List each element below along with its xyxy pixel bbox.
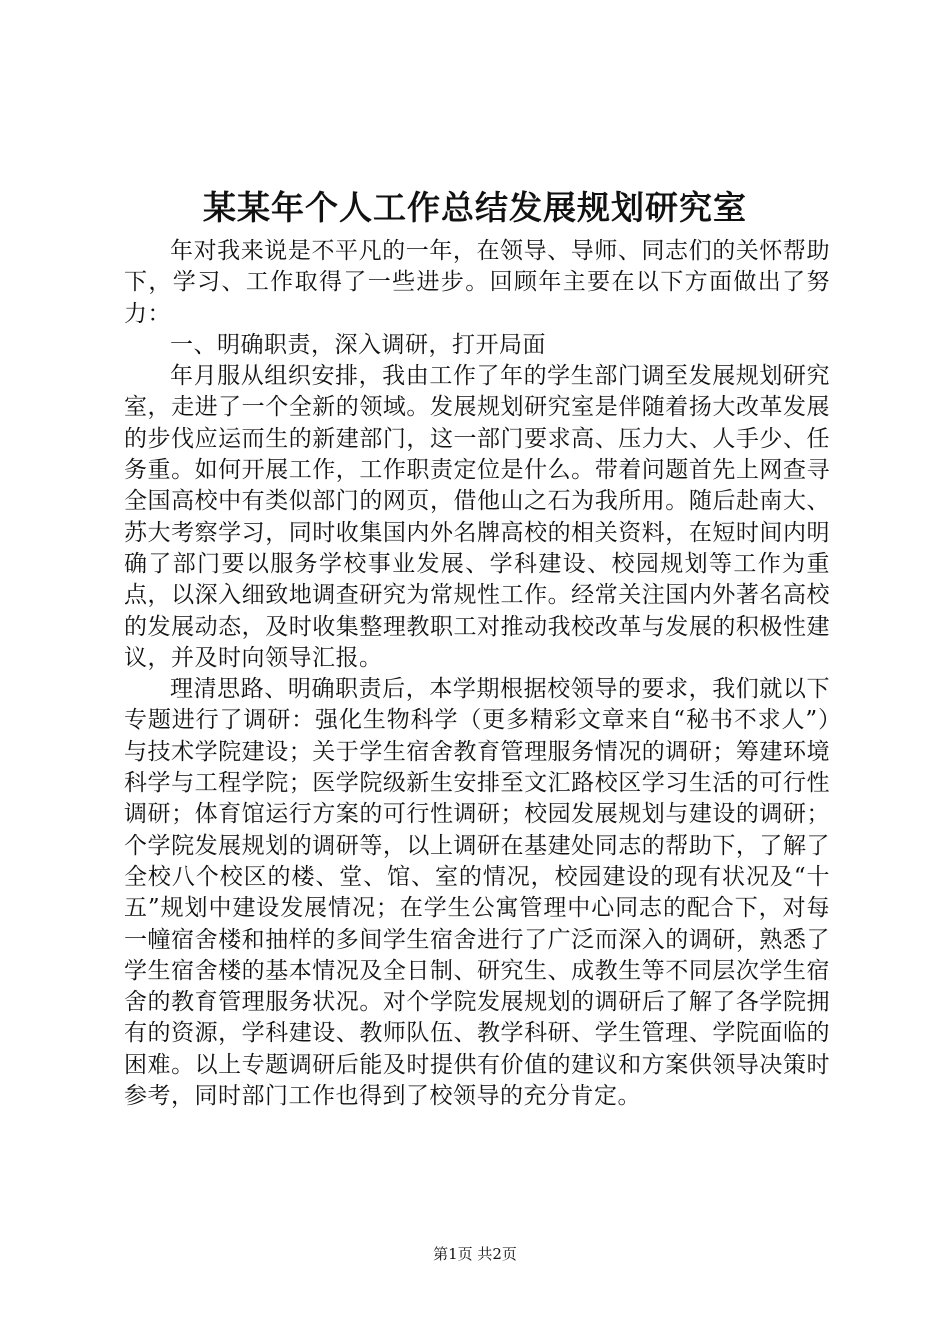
document-title: 某某年个人工作总结发展规划研究室 bbox=[203, 188, 747, 227]
page-footer: 第1页 共2页 bbox=[433, 1245, 517, 1263]
intro-paragraph: 年对我来说是不平凡的一年，在领导、导师、同志们的关怀帮助下，学习、工作取得了一些进步。回顾年主要在以下方面做出了努力： bbox=[124, 238, 830, 327]
document-body bbox=[124, 236, 830, 1112]
body-paragraph: 年月服从组织安排，我由工作了年的学生部门调至发展规划研究室，走进了一个全新的领域。发展规划研究室是伴随着扬大改革发展的步伐应运而生的新建部门，这一部门要求高、压力大、人手少、任务重。如何开展工作，工作职责定位是什么。带着问题首先上网查寻全国高校中有类似部门的网页，借他山之石为我所用。随后赴南大、苏大考察学习，同时收集国内外名牌高校的相关资料，在短时间内明确了部门要以服务学校事业发展、学科建设、校园规划等工作为重点，以深入细致地调查研究为常规性工作。经常关注国内外著名高校的发展动态，及时收集整理教职工对推动我校改革与发展的积极性建议，并及时向领导汇报。 bbox=[124, 363, 830, 671]
body-paragraph: 理清思路、明确职责后，本学期根据校领导的要求，我们就以下专题进行了调研：强化生物科学（更多精彩文章来自“秘书不求人”）与技术学院建设；关于学生宿舍教育管理服务情况的调研；筹建环境科学与工程学院；医学院级新生安排至文汇路校区学习生活的可行性调研；体育馆运行方案的可行性调研；校园发展规划与建设的调研；个学院发展规划的调研等，以上调研在基建处同志的帮助下，了解了全校八个校区的楼、堂、馆、室的情况，校园建设的现有状况及“十五”规划中建设发展情况；在学生公寓管理中心同志的配合下，对每一幢宿舍楼和抽样的多间学生宿舍进行了广泛而深入的调研，熟悉了学生宿舍楼的基本情况及全日制、研究生、成教生等不同层次学生宿舍的教育管理服务状况。对个学院发展规划的调研后了解了各学院拥有的资源，学科建设、教师队伍、教学科研、学生管理、学院面临的困难。以上专题调研后能及时提供有价值的建议和方案供领导决策时参考，同时部门工作也得到了校领导的充分肯定。 bbox=[124, 676, 830, 1110]
section-heading: 一、明确职责，深入调研，打开局面 bbox=[170, 331, 546, 358]
